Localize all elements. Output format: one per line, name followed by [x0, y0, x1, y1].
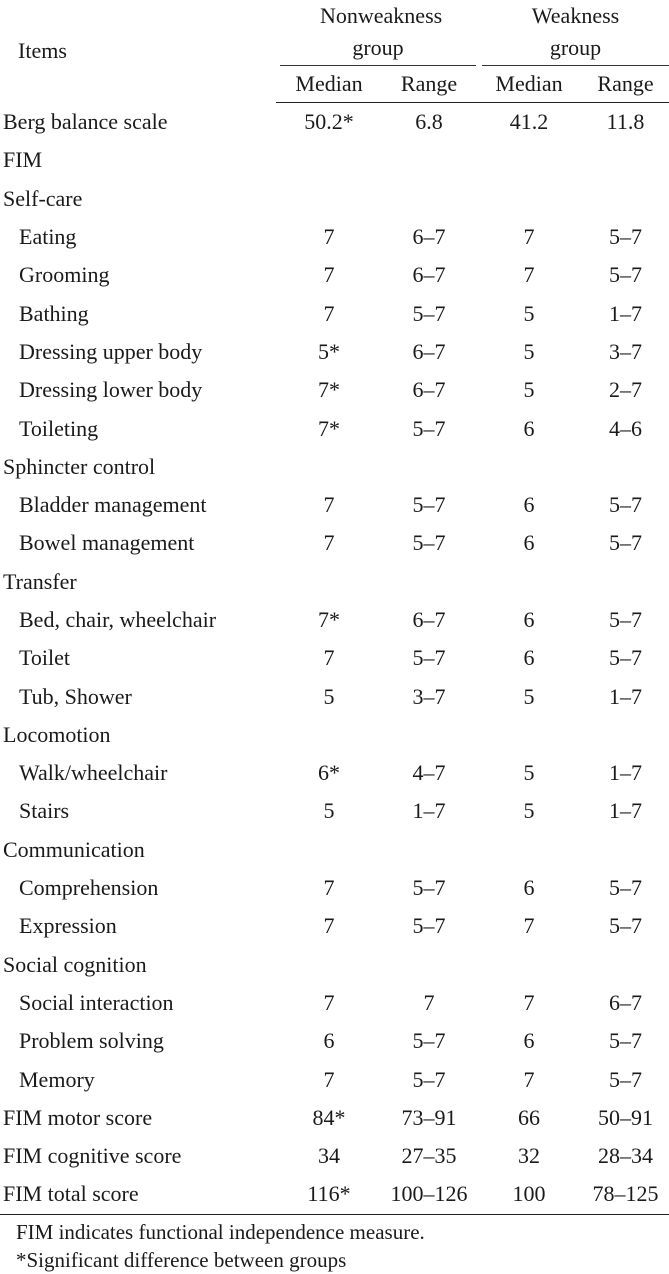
weakness-median: [476, 448, 582, 486]
weakness-median: 6: [523, 530, 535, 556]
nonweakness-range: 5–7: [412, 530, 446, 556]
nonweakness-median: [276, 141, 382, 179]
nonweakness-median: 6*: [318, 760, 340, 786]
nonweakness-range: 6–7: [412, 224, 446, 250]
weakness-range: 6–7: [609, 989, 642, 1015]
nonweakness-median: [276, 448, 382, 486]
table-row: [0, 984, 669, 1022]
median-header-2: Median: [476, 66, 582, 103]
weakness-range: [582, 831, 669, 869]
nonweakness-median: [276, 946, 382, 984]
row-item-label: Locomotion: [3, 721, 111, 747]
table-body: [0, 103, 669, 1215]
weakness-median: 5: [523, 798, 535, 824]
weakness-range: [582, 716, 669, 754]
weakness-median: 100: [476, 1175, 582, 1214]
weakness-range: [582, 563, 669, 601]
weakness-range: 5–7: [609, 492, 642, 518]
weakness-median: 6: [523, 607, 535, 632]
weakness-range: 5–7: [609, 530, 642, 556]
range-header-2: Range: [582, 66, 669, 103]
table-row: [0, 141, 669, 179]
row-item-label: Toilet: [19, 645, 71, 671]
table-row: [0, 1060, 669, 1098]
nonweakness-range: [382, 141, 476, 179]
row-item-label: Toileting: [19, 415, 99, 441]
table-notes: [16, 1218, 425, 1274]
nonweakness-median: 6: [323, 1028, 335, 1054]
nonweakness-range: 5–7: [412, 645, 446, 671]
items-header: Items: [18, 38, 67, 64]
weakness-median: 6: [523, 875, 535, 901]
weakness-median: 32: [518, 1143, 540, 1169]
nonweakness-median: [276, 180, 382, 218]
weakness-range: 5–7: [609, 224, 642, 250]
weakness-median: 7: [523, 262, 535, 288]
weakness-median: 6: [523, 415, 535, 441]
table-row: [0, 448, 669, 486]
nonweakness-group-header: [276, 0, 476, 66]
nonweakness-range: [382, 180, 476, 218]
row-item-label: Dressing lower body: [19, 377, 203, 403]
nonweakness-median: 7*: [318, 607, 340, 632]
nonweakness-median: 7: [323, 224, 335, 250]
weakness-median: 7: [523, 989, 535, 1015]
row-item-label: Transfer: [3, 568, 77, 594]
weakness-median: 6: [523, 645, 535, 671]
weakness-range: 5–7: [609, 262, 642, 288]
nonweakness-range: 6.8: [415, 109, 443, 135]
nonweakness-median: 7*: [318, 377, 340, 403]
table-row: [0, 716, 669, 754]
row-item-label: Grooming: [19, 262, 110, 288]
weakness-range: 3–7: [609, 338, 642, 364]
row-item-label: Eating: [19, 224, 77, 250]
nonweakness-range: 5–7: [412, 492, 446, 518]
row-item-label: Self-care: [3, 185, 83, 211]
table-row: [0, 1175, 669, 1214]
row-item-label: FIM motor score: [3, 1104, 153, 1130]
row-item-label: Tub, Shower: [19, 683, 132, 709]
weakness-median: [476, 563, 582, 601]
row-item-label: Bowel management: [19, 530, 195, 556]
weakness-median: 6: [523, 492, 535, 518]
range-header-1: Range: [382, 66, 476, 103]
weakness-median: 7: [523, 224, 535, 250]
weakness-median: 66: [518, 1104, 540, 1130]
nonweakness-range: [382, 563, 476, 601]
nonweakness-range: [382, 448, 476, 486]
row-item-label: Bathing: [19, 300, 89, 326]
row-item-label: Stairs: [19, 798, 70, 824]
row-item-label: Social interaction: [19, 989, 174, 1015]
weakness-range: 5–7: [609, 1066, 642, 1092]
table-row: [0, 371, 669, 409]
row-item-label: Problem solving: [19, 1028, 164, 1054]
table-row: [0, 180, 669, 218]
table-row: [0, 639, 669, 677]
row-item-label: Berg balance scale: [3, 108, 168, 134]
weakness-median: 5: [523, 300, 535, 326]
table-row: [0, 754, 669, 792]
nonweakness-range: 5–7: [412, 300, 446, 326]
weakness-range: 78–125: [582, 1175, 669, 1214]
nonweakness-median: 7: [323, 262, 335, 288]
row-item-label: Dressing upper body: [19, 338, 203, 364]
weakness-range: 28–34: [598, 1143, 653, 1169]
weakness-median: [476, 831, 582, 869]
row-item-label: Expression: [19, 913, 117, 939]
nonweakness-range: [382, 716, 476, 754]
weakness-range: 5–7: [609, 607, 642, 632]
median-header-1: Median: [276, 66, 382, 103]
nonweakness-median: 7: [323, 530, 335, 556]
nonweakness-range: 5–7: [412, 1066, 446, 1092]
weakness-median: [476, 946, 582, 984]
nonweakness-range: 7: [423, 989, 435, 1015]
weakness-median: [476, 180, 582, 218]
weakness-range: [582, 180, 669, 218]
nonweakness-range: 6–7: [412, 607, 446, 632]
table-row: [0, 831, 669, 869]
row-item-label: Bladder management: [19, 492, 207, 518]
nonweakness-median: 84*: [312, 1104, 346, 1130]
nonweakness-range: 6–7: [412, 377, 446, 403]
nonweakness-median: 7: [323, 989, 335, 1015]
table-row: [0, 524, 669, 562]
weakness-range: [582, 946, 669, 984]
table-row: [0, 677, 669, 715]
nonweakness-median: 7: [323, 875, 335, 901]
nonweakness-median: 34: [318, 1143, 340, 1169]
nonweakness-median: [276, 716, 382, 754]
row-item-label: Comprehension: [19, 875, 159, 901]
row-item-label: Bed, chair, wheelchair: [19, 607, 217, 632]
nonweakness-range: 5–7: [412, 875, 446, 901]
weakness-range: 1–7: [609, 300, 642, 326]
row-item-label: Memory: [19, 1066, 95, 1092]
weakness-range: [582, 141, 669, 179]
row-item-label: Social cognition: [3, 951, 147, 977]
nonweakness-range: [382, 946, 476, 984]
table-row: [0, 486, 669, 524]
weakness-range: 11.8: [606, 109, 645, 135]
table-row: [0, 869, 669, 907]
table-row: [0, 218, 669, 256]
nonweakness-range: 5–7: [412, 1028, 446, 1054]
nonweakness-median: 5: [323, 798, 335, 824]
weakness-median: 7: [523, 1066, 535, 1092]
weakness-range: [582, 448, 669, 486]
weakness-range: 5–7: [609, 645, 642, 671]
weakness-median: 5: [523, 760, 535, 786]
weakness-median: [476, 716, 582, 754]
nonweakness-median: 7: [323, 492, 335, 518]
nonweakness-median: 5*: [318, 338, 340, 364]
table-row: [0, 409, 669, 447]
weakness-range: 5–7: [609, 1028, 642, 1054]
row-item-label: FIM total score: [0, 1175, 276, 1214]
weakness-median: 5: [523, 683, 535, 709]
nonweakness-median: 7: [323, 913, 335, 939]
row-item-label: FIM: [3, 147, 43, 173]
nonweakness-median: [276, 831, 382, 869]
nonweakness-median: 7: [323, 300, 335, 326]
weakness-group-header: [476, 0, 669, 66]
table-row: [0, 256, 669, 294]
weakness-range: 5–7: [609, 913, 642, 939]
weakness-median: [476, 141, 582, 179]
nonweakness-median: 116*: [276, 1175, 382, 1214]
weakness-median: 41.2: [509, 109, 549, 135]
weakness-median: 5: [523, 338, 535, 364]
table-row: [0, 946, 669, 984]
row-item-label: Walk/wheelchair: [19, 760, 168, 786]
row-item-label: Communication: [3, 836, 145, 862]
table-row: [0, 1099, 669, 1137]
nonweakness-range: 27–35: [401, 1143, 457, 1169]
nonweakness-range: 3–7: [412, 683, 446, 709]
nonweakness-range: 73–91: [401, 1104, 457, 1130]
nonweakness-median: 7: [323, 645, 335, 671]
nonweakness-median: 50.2*: [304, 109, 354, 135]
row-item-label: Sphincter control: [3, 453, 156, 479]
weakness-range: 1–7: [609, 760, 642, 786]
nonweakness-median: 5: [323, 683, 335, 709]
table-row: [0, 103, 669, 142]
weakness-range: 4–6: [609, 415, 642, 441]
nonweakness-group-label: Nonweakness group: [280, 0, 476, 66]
weakness-median: 7: [523, 913, 535, 939]
nonweakness-range: 5–7: [412, 913, 446, 939]
nonweakness-range: 5–7: [412, 415, 446, 441]
nonweakness-range: 6–7: [412, 262, 446, 288]
footnote-significance: *Significant difference between groups: [16, 1248, 347, 1272]
weakness-range: 1–7: [609, 798, 642, 824]
table-row: [0, 601, 669, 639]
table-row: [0, 1137, 669, 1175]
footnote-fim: FIM indicates functional independence measure.: [16, 1220, 425, 1244]
nonweakness-range: 4–7: [412, 760, 446, 786]
weakness-range: 1–7: [609, 683, 642, 709]
nonweakness-range: [382, 831, 476, 869]
nonweakness-range: 100–126: [382, 1175, 476, 1214]
weakness-range: 2–7: [609, 377, 642, 403]
table-row: [0, 792, 669, 830]
nonweakness-median: [276, 563, 382, 601]
row-item-label: FIM cognitive score: [3, 1143, 182, 1169]
table-row: [0, 563, 669, 601]
table-row: [0, 333, 669, 371]
weakness-median: 5: [523, 377, 535, 403]
weakness-range: 50–91: [598, 1104, 653, 1130]
nonweakness-median: 7*: [318, 415, 340, 441]
nonweakness-range: 1–7: [412, 798, 446, 824]
weakness-range: 5–7: [609, 875, 642, 901]
table-row: [0, 294, 669, 332]
table-row: [0, 1022, 669, 1060]
nonweakness-range: 6–7: [412, 338, 446, 364]
weakness-median: 6: [523, 1028, 535, 1054]
table-row: [0, 907, 669, 945]
weakness-group-label: Weakness group: [482, 0, 669, 66]
nonweakness-median: 7: [323, 1066, 335, 1092]
